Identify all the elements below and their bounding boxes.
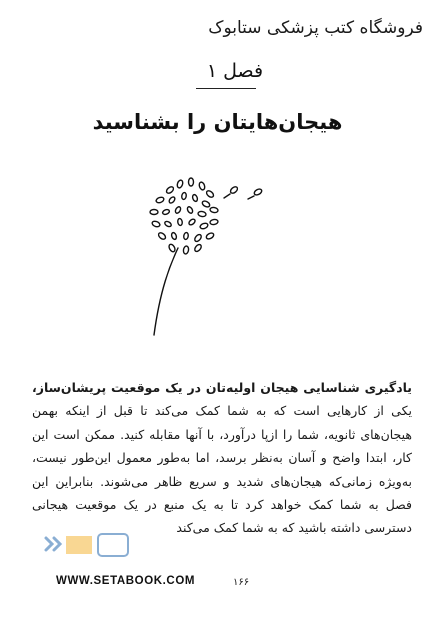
- setabook-logo-icon: [40, 524, 150, 574]
- lead-sentence: یادگیری شناسایی هیجان اولیه‌تان در یک موقعیت پریشان‌ساز،: [32, 380, 412, 395]
- store-name: فروشگاه کتب پزشکی ستابوک: [208, 18, 423, 38]
- chapter-body-paragraph: [32, 376, 412, 540]
- dandelion-illustration: [130, 170, 300, 345]
- chapter-underline: [196, 88, 256, 89]
- page-number: ۱۶۶: [233, 577, 250, 588]
- website-url: WWW.SETABOOK.COM: [56, 575, 196, 587]
- body-text: یکی از کارهایی است که به شما کمک می‌کند تا قبل از اینکه بهمن هیجان‌های ثانویه، شما را ازپا درآورد، با آنها مقابله کنید. ممکن است این کار، ابتدا واضح و آسان به‌نظر برسد، اما به‌طور معمول این‌طور نیست، به‌ویژه زمانی‌که هیجان‌های شدید و سریع ظاهر می‌شوند. بنابراین این فصل به شما کمک خواهد کرد تا به یک منبع در یک موقعیت هیجانی دسترسی داشته باشید که به شما کمک می‌کند: [32, 403, 412, 536]
- chapter-label: فصل ۱: [206, 60, 264, 82]
- chapter-title: هیجان‌هایتان را بشناسید: [92, 110, 343, 134]
